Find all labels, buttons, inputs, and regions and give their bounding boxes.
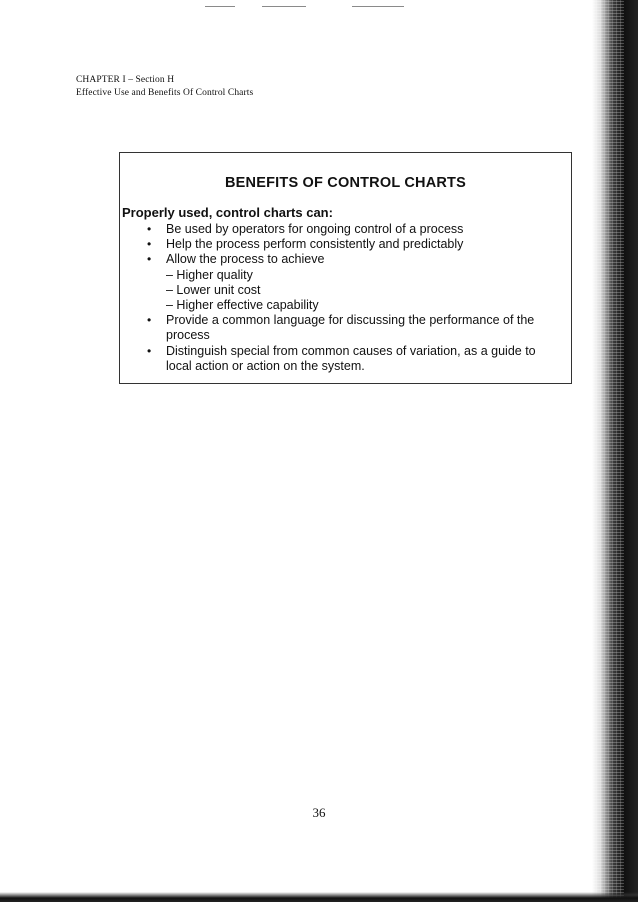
bullet-icon: • [147, 237, 152, 252]
list-item [120, 237, 565, 252]
benefits-list [120, 222, 565, 374]
list-item-text: Provide a common language for discussing the performance of the [166, 313, 535, 328]
list-item-text: Distinguish special from common causes of variation, as a guide to [166, 343, 536, 358]
box-intro: Properly used, control charts can: [122, 205, 333, 220]
running-head-title: Effective Use and Benefits Of Control Charts [76, 88, 254, 98]
box-title: BENEFITS OF CONTROL CHARTS [225, 175, 466, 191]
list-item-text: Be used by operators for ongoing control of a process [166, 222, 464, 236]
bullet-icon: • [147, 343, 152, 358]
scan-artifact [205, 6, 235, 7]
list-item-continuation: local action or action on the system. [166, 358, 365, 373]
list-item-continuation: process [166, 328, 210, 343]
running-head-chapter: CHAPTER I – Section H [76, 75, 175, 85]
scan-edge-speckle [592, 0, 624, 902]
page-number: 36 [312, 805, 326, 820]
list-item [120, 252, 565, 313]
scan-artifact [352, 6, 404, 7]
bullet-icon: • [147, 313, 152, 328]
running-head [76, 74, 253, 100]
list-item-text: Allow the process to achieve [166, 252, 325, 267]
list-item [120, 222, 565, 237]
bullet-icon: • [147, 252, 152, 267]
sub-item: – Higher quality [166, 267, 253, 282]
list-item [120, 313, 565, 343]
list-item [120, 344, 565, 374]
benefits-box [119, 152, 572, 384]
sub-item: – Higher effective capability [166, 298, 319, 313]
scan-bottom-edge [0, 892, 638, 902]
list-item-text: Help the process perform consistently and predictably [166, 237, 464, 252]
bullet-icon: • [147, 222, 152, 236]
scan-artifact [262, 6, 306, 7]
sub-item: – Lower unit cost [166, 282, 261, 297]
